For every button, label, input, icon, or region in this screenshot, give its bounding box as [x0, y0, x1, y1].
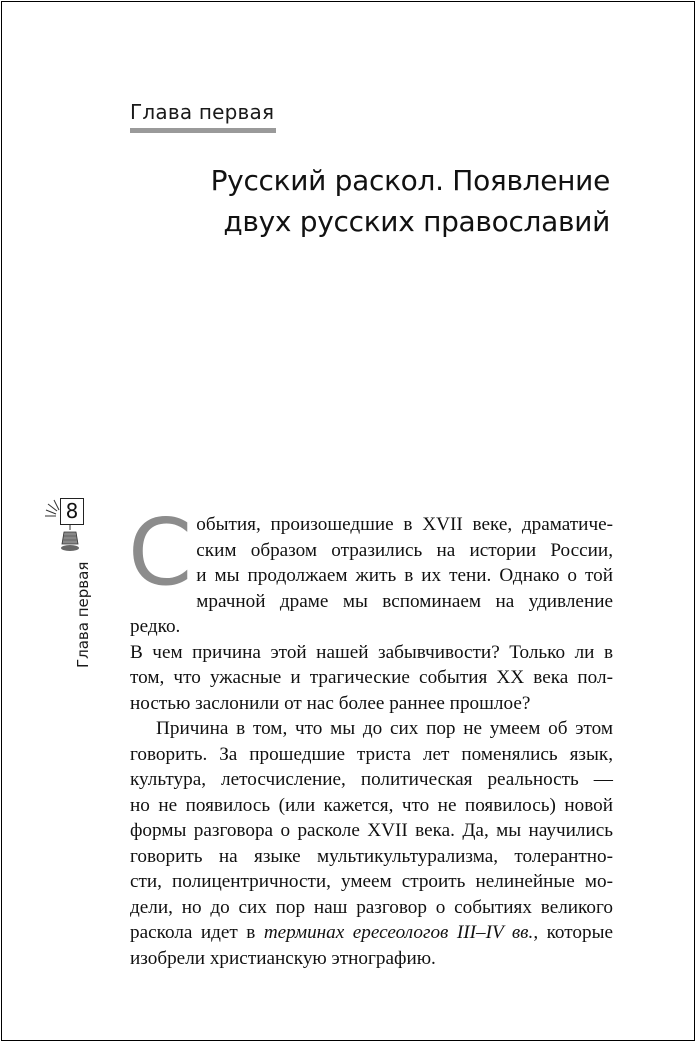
paragraph-1	[128, 499, 613, 716]
text-segment: раскола идет в	[130, 922, 264, 943]
chapter-underline	[130, 128, 276, 133]
body-text	[128, 499, 613, 971]
running-head: Глава первая	[74, 561, 92, 668]
chapter-title-line-1: Русский раскол. Появление	[210, 164, 610, 197]
drop-cap: С	[128, 499, 193, 606]
text-line: изобрели христианскую этнографию.	[130, 947, 436, 969]
text-line: обытия, произошедшие в XVII веке, драматиче-	[196, 514, 613, 535]
italic-term: терминах ересеологов III–IV вв.	[263, 922, 534, 943]
chapter-title-line-2: двух русских православий	[223, 205, 610, 238]
text-line: ским образом отразились на истории России,	[196, 539, 613, 561]
text-line: В чем причина этой нашей забывчивости? Только ли в	[130, 641, 613, 663]
text-line: культура, летосчисление, политическая реальность —	[130, 769, 613, 790]
text-line: говорить. За прошедшие триста лет поменялись язык,	[130, 743, 613, 765]
chapter-label: Глава первая	[130, 100, 275, 124]
text-line-with-italic	[130, 920, 613, 946]
text-line: формы разговора о расколе XVII века. Да, мы научились	[130, 820, 613, 841]
text-line: дели, но до сих пор наш разговор о событиях великого	[130, 896, 613, 918]
text-line: ностью заслонили от нас более раннее прошлое?	[130, 692, 531, 714]
paragraph-2	[130, 716, 613, 971]
text-line: мрачной драме мы вспоминаем на удивление редко.	[130, 590, 613, 637]
chapter-title	[140, 160, 610, 242]
text-line: говорить на языке мультикультурализма, толерантно-	[130, 845, 613, 867]
text-line: но не появилось (или кажется, что не появилось) новой	[130, 794, 613, 816]
page-number: 8	[60, 498, 84, 525]
text-line: Причина в том, что мы до сих пор не умеем об этом	[156, 718, 613, 739]
text-line: и мы продолжаем жить в их тени. Однако о той	[196, 565, 613, 586]
text-line: том, что ужасные и трагические события XX века пол-	[130, 667, 613, 688]
text-line: сти, полицентричности, умеем строить нелинейные мо-	[130, 871, 613, 892]
text-segment: , которые	[533, 922, 613, 943]
